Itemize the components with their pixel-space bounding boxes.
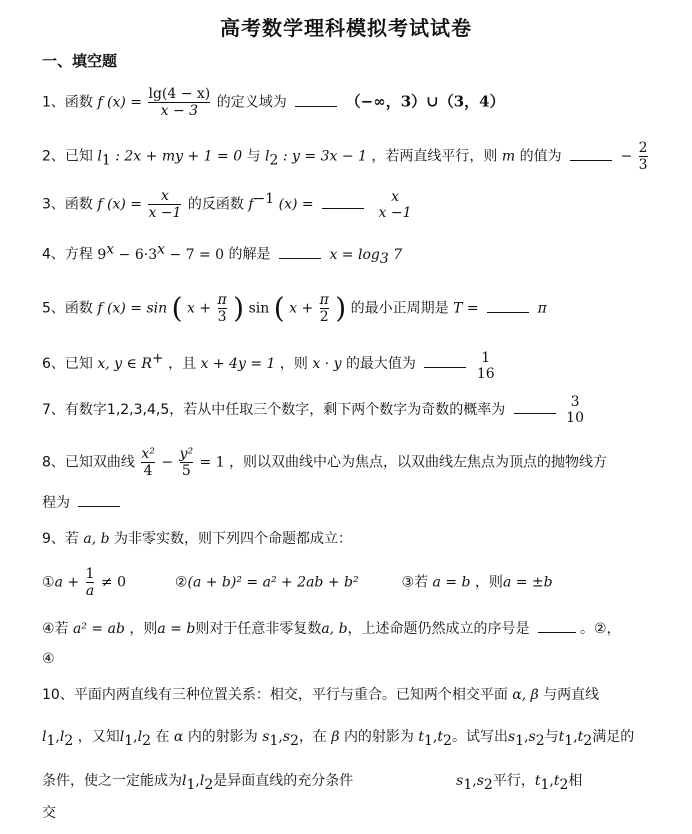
q2-text: ，若两直线平行，则 [371,148,498,165]
question-6 [42,348,497,380]
q2-answer-fraction [639,140,648,173]
q1-denominator: x − 3 [160,103,199,119]
q5-frac1 [218,292,227,325]
q9-answer2: ④ [42,651,55,667]
q10-alpha: α [173,729,184,745]
q7-text: 7、有数字1,2,3,4,5，若从中任取三个数字，剩下两个数字为奇数的概率为 [42,402,506,418]
section-heading: 一、填空题 [42,52,118,70]
q5-fx: f (x) = sin [97,300,168,317]
q2-text2: 的值为 [519,148,562,165]
q9-p4-pre: ④若 [42,621,69,637]
q2-l1: l [97,148,102,165]
q2-l2-sub: 2 [269,152,279,169]
q10-l2: l [59,729,65,745]
q3-finv-arg: (x) = [278,196,314,213]
q5-paren-close-1: ) [233,291,245,325]
q10-line1-end: 与两直线 [543,687,600,703]
q9-text: 为非零实数，则下列四个命题都成立： [114,531,353,547]
q7-blank [514,401,556,414]
q9-p4-a: a² = ab [73,621,125,637]
q5-label: 5、函数 [42,300,93,317]
q5-paren-close-2: ) [335,291,347,325]
page-title: 高考数学理科模拟考试试卷 [220,16,472,40]
q9-p1-frac [86,566,95,599]
q10-l1: l [42,729,47,745]
q8-text: ，则以双曲线中心为焦点，以双曲线左焦点为顶点的抛物线方 [229,454,608,471]
q9-p1-pre: ① [42,574,55,591]
q9-p1-a: a + [54,574,80,591]
q10-text-d: ，在 [298,729,327,745]
question-10-line3: 条件，使之一定能成为$l_1,l_2$是异面直线的充分条件 $s_1,s_2$平行，$t_1,t_2$相 [42,773,583,793]
q10-text-h: 满足的 [592,729,635,745]
q8-frac1 [141,446,155,479]
q6-label: 6、已知 [42,356,93,372]
q5-d1: 3 [217,309,227,325]
q3-label: 3、函数 [42,196,93,213]
q4-text: 的解是 [228,246,271,263]
q10-line3: 条件，使之一定能成为 [42,773,182,789]
q9-p3-b: a = ±b [502,574,553,591]
q5-text: 的最小正周期是 [350,300,449,317]
q8-n2: y² [179,446,194,462]
question-7 [42,394,586,426]
q3-finv: f [248,196,254,213]
q8-d1: 4 [143,463,153,479]
q3-blank [322,196,364,209]
q5-blank [487,300,529,313]
q5-sin2: sin [248,300,270,317]
q7-answer-num: 3 [570,394,580,410]
q3-answer-den: x −1 [378,204,412,221]
q1-numerator: lg(4 − x) [148,86,211,102]
q10-text-f: 。试写出 [451,729,508,745]
q5-arg1: x + [186,300,212,317]
question-9-props [42,566,553,599]
q2-answer-sign: − [620,148,633,165]
q9-p4-vars: a, b [321,621,348,637]
q9-p3-pre: ③若 [401,574,429,591]
q4-answer: $x = \log_3 7$ [329,246,403,267]
q2-l2: l [265,148,270,165]
q9-p1-end: ≠ 0 [100,574,127,591]
q9-blank [538,620,576,633]
question-2 [42,140,650,173]
q5-frac2 [320,292,329,325]
question-8 [42,446,607,479]
q4-label: 4、方程 [42,246,93,263]
q2-l1-eq: : 2x + my + 1 = 0 [115,148,243,165]
q9-p1-den: a [85,583,95,599]
q8-text2: 程为 [42,495,70,511]
q5-arg2: x + [289,300,314,317]
q2-and: 与 [246,148,261,165]
q8-eq: = 1 [199,454,225,471]
q10-answer-a: 平行， [492,773,535,789]
q3-fraction [148,188,181,221]
q8-frac2 [180,446,194,479]
q6-answer-fraction [477,350,495,382]
q9-p3-a: a = b [432,574,471,591]
question-3 [42,188,414,221]
q8-blank [78,494,120,507]
q4-blank [279,246,321,259]
q7-answer-fraction [566,394,584,426]
q1-fraction [148,86,210,119]
q10-t: t [418,729,425,745]
q9-p4-text: ，则 [129,621,158,637]
q9-p4-b: a = b [157,621,196,637]
q6-sup: + [151,350,164,367]
q2-l2-eq: : y = 3x − 1 [282,148,367,165]
q6-text3: 的最大值为 [345,356,416,372]
q8-minus: − [161,454,174,471]
question-10-line2: $l_1,l_2$ ，又知$l_1,l_2$ 在 α 内的射影为 $s_1,s_2$，在 β 内的射影为 $t_1,t_2$。试写出$s_1,s_2$与$t_1,t_2$满足的 [42,729,635,749]
q9-p4-text3: ，上述命题仍然成立的序号是 [347,621,530,637]
q5-d2: 2 [319,309,329,325]
q2-answer-den: 3 [638,157,648,173]
q3-answer-fraction [379,189,412,221]
q10-text-c: 内的射影为 [187,729,258,745]
q5-pi1: π [217,292,227,308]
q10-answer-end: 交 [42,805,56,821]
q6-answer-den: 16 [476,366,495,382]
q3-numerator: x [148,188,181,205]
q6-blank [424,355,466,368]
q1-fx: f (x) = [97,94,143,111]
q2-answer-num: 2 [638,140,648,156]
question-4 [42,240,402,267]
q5-paren-open-2: ( [273,291,285,325]
question-9-answer-line2 [42,650,55,668]
q6-text2: ，则 [279,356,308,372]
q6-expr: x · y [312,356,342,372]
q10-line3-b: 是异面直线的充分条件 [213,773,354,789]
q10-text-b: 在 [155,729,170,745]
q10-line1: 10、平面内两直线有三种位置关系：相交，平行与重合。已知两个相交平面 [42,687,508,703]
q10-text-g: 与 [544,729,559,745]
q2-label: 2、已知 [42,148,93,165]
q9-p2-pre: ② [174,574,188,591]
question-9 [42,530,352,548]
q6-cond: x + 4y = 1 [200,356,276,372]
q7-answer-den: 10 [566,410,584,426]
q1-answer: （−∞，3）∪（3，4） [345,92,505,111]
q9-answer: 。②， [580,621,621,637]
q3-denominator: x −1 [148,205,182,221]
q10-s: s [262,729,270,745]
q10-ab: α, β [512,687,539,703]
q4-eq: $9^x - 6\cdot 3^x - 7 = 0$ [97,241,225,263]
q6-vars: x, y ∈ R [97,356,152,372]
q5-answer: π [537,300,547,317]
q6-answer-num: 1 [481,350,491,366]
q8-d2: 5 [181,463,191,479]
q1-label: 1、函数 [42,94,93,111]
q3-text: 的反函数 [187,196,244,213]
q9-p1-num: 1 [85,566,95,582]
q9-p3-text: ，则 [474,574,503,591]
q8-n1: x² [141,446,155,462]
q9-p2: (a + b)² = a² + 2ab + b² [187,574,359,591]
question-10-line1 [42,686,599,704]
q3-fx: f (x) = [97,196,143,213]
question-1 [42,86,505,119]
q3-answer-num: x [391,188,399,205]
q10-text-a: ，又知 [77,729,120,745]
q5-paren-open-1: ( [171,291,183,325]
q2-var: m [501,148,516,165]
q5-T: T = [453,300,479,317]
q6-text1: ，且 [168,356,197,372]
question-10-line4 [42,804,56,822]
question-9-p4 [42,620,621,638]
q10-answer-b: 相 [568,773,583,789]
q9-vars: a, b [83,531,110,547]
q10-text-e: 内的射影为 [343,729,414,745]
question-8-line2 [42,494,124,512]
q1-blank [295,94,337,107]
q3-finv-sup: −1 [253,190,275,207]
q2-l1-sub: 1 [101,152,111,169]
question-5 [42,292,547,325]
q2-blank [570,148,612,161]
q10-beta: β [331,729,340,745]
q5-pi2: π [319,292,329,308]
q1-text: 的定义域为 [216,94,287,111]
q9-p4-text2: 则对于任意非零复数 [195,621,322,637]
q9-label: 9、若 [42,531,79,547]
q8-label: 8、已知双曲线 [42,454,135,471]
